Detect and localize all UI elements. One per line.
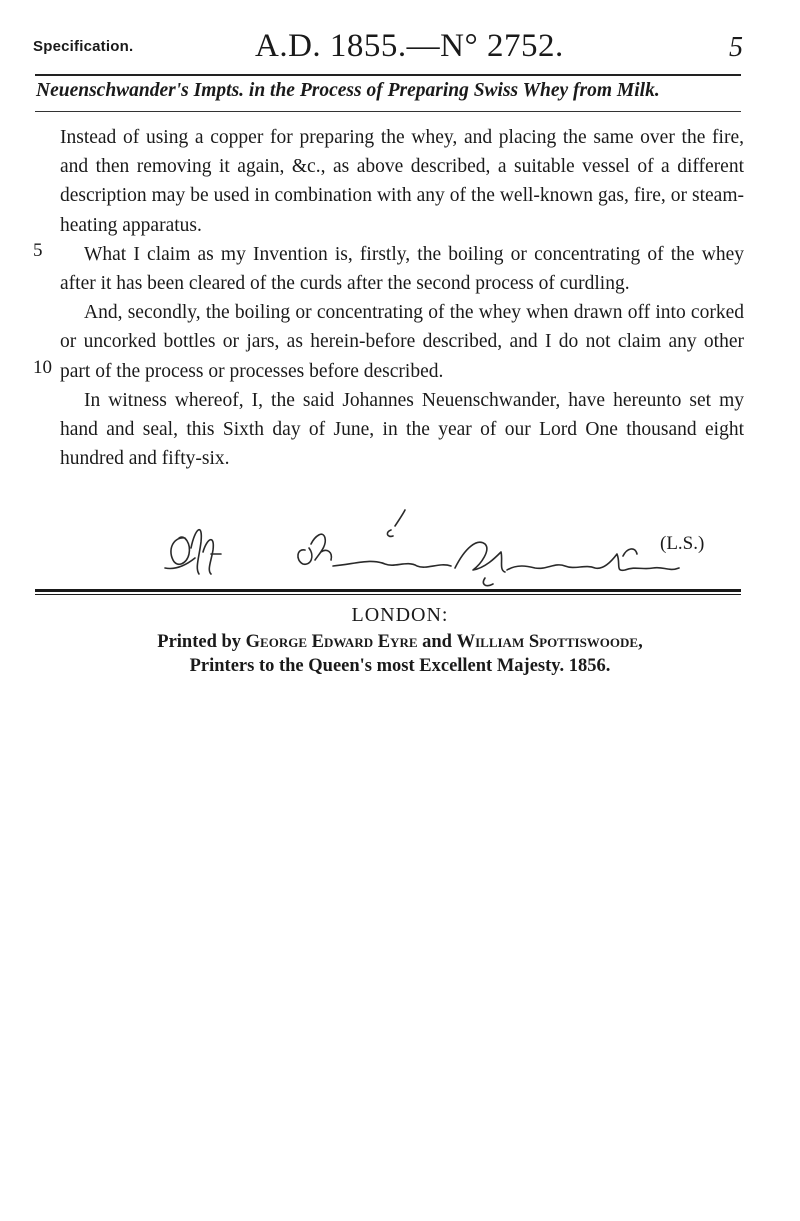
imprint-rule-thin [35, 594, 741, 595]
imprint-majesty-line: Printers to the Queen's most Excellent Majesty. 1856. [189, 656, 611, 676]
paragraph: And, secondly, the boiling or concentrating of the whey when drawn off into corked or uncorked bottles or jars, as herein-before described, and I do not claim any other part of the process or processes before described. [60, 302, 744, 382]
printer-name-1: George Edward Eyre [245, 632, 418, 652]
subtitle-rule [35, 111, 741, 112]
header-rule [35, 74, 741, 76]
printer-name-2: William Spottiswoode, [456, 632, 643, 652]
imprint-and: and [422, 632, 452, 652]
imprint-printers [0, 632, 800, 653]
page-header [33, 30, 743, 74]
seal-label: (L.S.) [660, 533, 705, 554]
imprint-prefix: Printed by [157, 632, 242, 652]
imprint-city: LONDON: [351, 604, 449, 626]
line-number-10: 10 [33, 357, 52, 378]
header-title: A.D. 1855.—N° 2752. [255, 28, 564, 64]
document-body [60, 123, 744, 473]
paragraph: Instead of using a copper for preparing the whey, and placing the same over the fire, and then removing it again, &c., as above described, a suitable vessel of a different description may be used in combination with any of the well-known gas, fire, or steam-heating apparatus. [60, 127, 744, 236]
paragraph: What I claim as my Invention is, firstly, the boiling or concentrating of the whey after it has been cleared of the curds after the second process of curdling. [60, 243, 744, 295]
imprint-rule-thick [35, 589, 741, 592]
paragraph: In witness whereof, I, the said Johannes Neuenschwander, have hereunto set my hand and seal, this Sixth day of June, in the year of our Lord One thousand eight hundred and fifty-six. [60, 389, 744, 470]
header-label: Specification. [33, 38, 134, 55]
line-number-5: 5 [33, 240, 43, 261]
page-number: 5 [729, 32, 743, 63]
running-title: Neuenschwander's Impts. in the Process of Preparing Swiss Whey from Milk. [36, 80, 660, 101]
